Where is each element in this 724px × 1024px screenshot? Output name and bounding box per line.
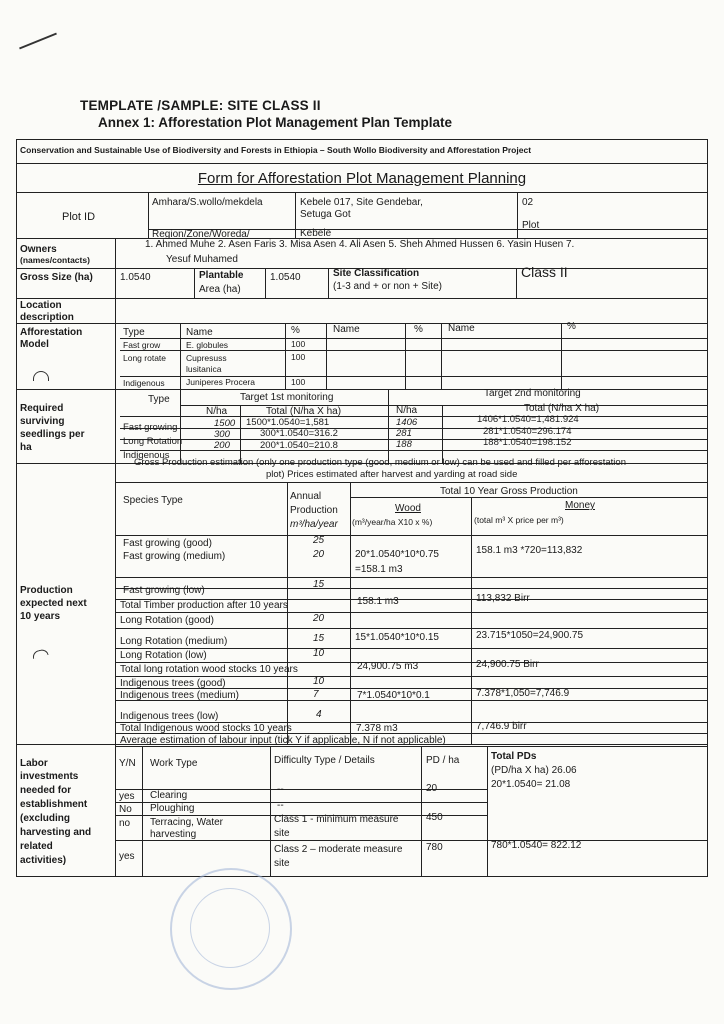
form-title: Form for Afforestation Plot Management Planning [197,170,527,187]
kebele-value-2: Setuga Got [300,209,351,220]
model-row-type: Fast grow [123,340,161,350]
labor-row-work: Terracing, Water [150,817,223,828]
indigenous-medium-value: 7 [313,689,319,700]
gross-size-value: 1.0540 [120,272,151,283]
indigenous-money: 7.378*1,050=7,746.9 [476,688,570,699]
labor-header-work: Work Type [150,758,198,769]
fast-growing-wood-2: =158.1 m3 [355,564,403,575]
indigenous-low: Indigenous trees (low) [120,711,219,722]
target-1-nha-header: N/ha [206,406,228,417]
seedling-row-t2: 281*1.0540=296.174 [483,426,572,437]
model-row-name: Juniperes Procera [186,377,255,387]
indigenous-good: Indigenous trees (good) [120,678,226,689]
model-row-name: Cupresuss [186,353,227,363]
site-class-sublabel: (1-3 and + or non + Site) [333,281,442,292]
seedling-row-type: Fast growing [123,422,178,433]
owners-line-1: 1. Ahmed Muhe 2. Asen Faris 3. Misa Asen 4. Ali Asen 5. Sheh Ahmed Hussen 6. Yasin Husen 7. [145,239,575,250]
indigenous-good-value: 10 [313,676,325,687]
indigenous-medium: Indigenous trees (medium) [120,690,239,701]
labor-header-total-2: (PD/ha X ha) 26.06 [491,765,577,776]
labor-label-7: related [20,841,53,852]
seedlings-label-3: seedlings per [20,429,85,440]
region-value: Amhara/S.wollo/mekdela [152,197,263,208]
species-type-header: Species Type [123,495,183,506]
target-2-header: Target 2nd monitoring [484,388,581,399]
seedling-row-n2: 1406 [396,417,418,428]
total-10-year-header: Total 10 Year Gross Production [440,486,578,497]
fast-growing-wood: 20*1.0540*10*0.75 [355,549,439,560]
seedling-row-t1: 1500*1.0540=1,581 [246,417,330,428]
labor-header-difficulty: Difficulty Type / Details [274,755,375,766]
scribble-mark [31,648,48,659]
indigenous-wood: 7*1.0540*10*0.1 [357,690,430,701]
seedling-row-n1: 1500 [214,418,236,429]
fast-growing-good-value: 25 [313,535,325,546]
production-label-3: 10 years [20,611,61,622]
indigenous-low-value: 4 [316,709,322,720]
labor-label-3: needed for [20,785,72,796]
timber-total-money: 113,832 Birr [476,593,530,604]
labor-row-difficulty: -- [277,800,284,811]
official-stamp-inner [190,888,270,968]
seedling-row-type: Long Rotation [123,436,183,447]
long-rotation-low: Long Rotation (low) [120,650,207,661]
model-row-type: Long rotate [123,353,167,363]
location-label-2: description [20,312,74,323]
labor-label-6: harvesting and [20,827,92,838]
long-rotation-low-value: 10 [313,648,325,659]
owners-line-2: Yesuf Muhamed [166,254,238,265]
indigenous-total-money: 7,746.9 birr [476,721,527,732]
labor-row-difficulty: Class 2 – moderate measure [274,844,403,855]
seedlings-header-type: Type [148,394,170,405]
seedlings-label-2: surviving [20,416,65,427]
seedling-row-n2: 281 [396,428,412,439]
plot-label: Plot [522,220,540,231]
production-note-2: plot) Prices estimated after harvest and yarding at road side [266,469,518,480]
location-label: Location [20,300,62,311]
model-header-pct-2: % [414,324,423,335]
site-class-label: Site Classification [333,268,420,279]
model-header-name: Name [186,327,213,338]
region-label: Region/Zone/Woreda/ [152,229,250,240]
seedling-row-type: Indigenous [123,450,170,461]
labor-note: Average estimation of labour input (tick Y if applicable, N if not applicable) [120,735,446,746]
target-2-nha-header: N/ha [396,405,418,416]
template-heading: TEMPLATE /SAMPLE: SITE CLASS II [80,98,321,113]
owners-label: Owners [20,244,57,255]
money-unit: (total m³ X price per m³) [474,515,564,525]
plot-value: 02 [522,197,534,208]
labor-header-yn: Y/N [119,758,136,769]
model-header-name-3: Name [448,323,475,334]
wood-header: Wood [395,503,421,514]
seedling-row-t1: 200*1.0540=210.8 [260,440,338,451]
plot-id-label: Plot ID [62,211,96,223]
kebele-value: Kebele 017, Site Gendebar, [300,197,423,208]
fast-growing-low: Fast growing (low) [123,585,205,596]
labor-row-difficulty: -- [277,784,284,795]
model-header-name-2: Name [333,324,360,335]
model-label: Afforestation [20,327,83,338]
seedling-row-t1: 300*1.0540=316.2 [260,428,338,439]
labor-row-yn: yes [119,851,135,862]
labor-row-difficulty: Class 1 - minimum measure [274,814,399,825]
labor-label-4: establishment [20,799,88,810]
labor-row-difficulty-2: site [274,858,290,869]
fast-growing-medium-value: 20 [313,549,325,560]
timber-total-wood: 158.1 m3 [357,596,399,607]
model-row-pct: 100 [291,339,306,349]
long-rotation-medium: Long Rotation (medium) [120,636,228,647]
annual-header-2: Production [290,505,338,516]
model-label-2: Model [20,339,49,350]
labor-row-pd: 20 [426,783,438,794]
seedlings-label: Required [20,403,64,414]
long-rotation-good: Long Rotation (good) [120,615,214,626]
plantable-label: Plantable [199,270,244,281]
fast-growing-low-value: 15 [313,579,325,590]
scribble-mark [33,371,49,381]
target-1-total-header: Total (N/ha X ha) [266,406,342,417]
wood-unit: (m³/year/ha X10 x %) [352,517,433,527]
long-rotation-total-money: 24,900.75 Birr [476,659,539,670]
labor-row-work-2: harvesting [150,829,197,840]
target-1-header: Target 1st monitoring [240,392,334,403]
labor-label: Labor [20,758,48,769]
labor-row-total: 780*1.0540= 822.12 [491,840,582,851]
model-row-pct: 100 [291,377,306,387]
labor-row-yn: yes [119,791,135,802]
annual-header: Annual [290,491,322,502]
model-header-pct-3: % [567,321,576,332]
labor-label-5: (excluding [20,813,71,824]
seedling-row-n1: 200 [214,440,230,451]
fast-growing-medium: Fast growing (medium) [123,551,226,562]
indigenous-total-wood: 7.378 m3 [356,723,398,734]
seedling-row-t2: 188*1.0540=198.152 [483,437,572,448]
labor-row-pd: 450 [426,812,443,823]
target-2-total-header: Total (N/ha X ha) [524,403,600,414]
model-header-type: Type [123,327,145,338]
project-name: Conservation and Sustainable Use of Biodiversity and Forests in Ethiopia – South Wollo Biodiversity and Afforestation Project [20,145,532,155]
pen-mark [19,33,57,50]
long-rotation-total-wood: 24,900.75 m3 [357,661,419,672]
owners-sublabel: (names/contacts) [20,255,90,265]
labor-row-yn: No [119,804,132,815]
long-rotation-wood: 15*1.0540*10*0.15 [355,632,439,643]
seedling-row-t2: 1406*1.0540=1,481.924 [477,414,579,425]
model-row-name: E. globules [186,340,229,350]
kebele-label: Kebele [300,228,332,239]
seedling-row-n2: 188 [396,439,412,450]
fast-growing-good: Fast growing (good) [123,538,212,549]
annual-header-3: m³/ha/year [290,519,338,530]
indigenous-total: Total Indigenous wood stocks 10 years [120,723,292,734]
production-note: Gross Production estimation (only one production type (good, medium or low) can be used and filled per afforestation [134,457,626,468]
production-label-2: expected next [20,598,87,609]
seedlings-label-4: ha [20,442,32,453]
model-row-type: Indigenous [123,378,165,388]
model-row-pct: 100 [291,352,306,362]
long-rotation-medium-value: 15 [313,633,325,644]
labor-row-work: Clearing [150,790,188,801]
labor-row-work: Ploughing [150,803,195,814]
labor-row-yn: no [119,818,131,829]
production-label: Production [20,585,73,596]
labor-label-8: activities) [20,855,67,866]
labor-header-total: Total PDs [491,751,537,762]
labor-row-pd: 780 [426,842,443,853]
long-rotation-total: Total long rotation wood stocks 10 years [120,664,298,675]
timber-total: Total Timber production after 10 years [120,600,288,611]
labor-label-2: investments [20,771,79,782]
plantable-value: 1.0540 [270,272,301,283]
labor-row-difficulty-2: site [274,828,290,839]
site-class-value: Class II [521,264,568,280]
annex-heading: Annex 1: Afforestation Plot Management Plan Template [98,115,453,130]
model-row-name-2: lusitanica [186,364,222,374]
labor-header-pd: PD / ha [426,755,460,766]
long-rotation-good-value: 20 [313,613,325,624]
plantable-label-2: Area (ha) [199,284,241,295]
long-rotation-money: 23.715*1050=24,900.75 [476,630,584,641]
model-header-pct: % [291,325,300,336]
gross-size-label: Gross Size (ha) [20,272,93,283]
seedling-row-n1: 300 [214,429,230,440]
labor-row-total: 20*1.0540= 21.08 [491,779,571,790]
money-header: Money [565,500,596,511]
fast-growing-money: 158.1 m3 *720=113,832 [476,545,583,556]
